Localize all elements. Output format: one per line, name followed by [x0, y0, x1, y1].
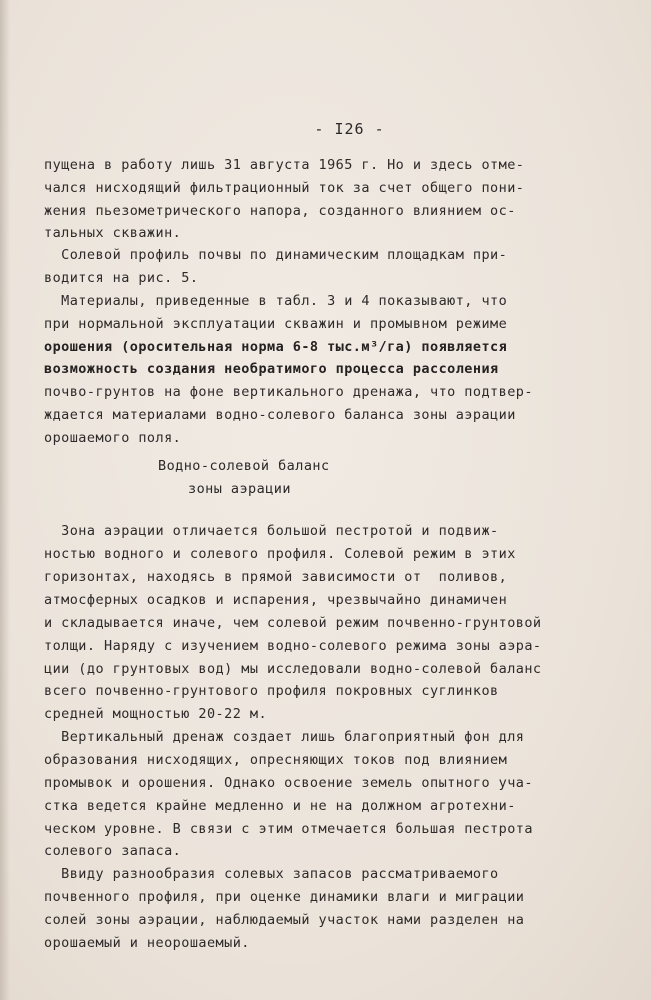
text-line: возможность создания необратимого процесса рассоления — [44, 361, 499, 377]
text-line: атмосферных осадков и испарения, чрезвычайно динамичен — [44, 592, 508, 608]
text-line: и складывается иначе, чем солевой режим почвенно-грунтовой — [44, 615, 542, 631]
section-heading: зоны аэрации — [188, 481, 291, 497]
text-line: Материалы, приведенные в табл. 3 и 4 показывают, что — [44, 293, 508, 309]
text-line: чался нисходящий фильтрационный ток за счет общего пони- — [44, 180, 525, 196]
text-line: водится на рис. 5. — [44, 270, 199, 286]
text-line: средней мощностью 20-22 м. — [44, 706, 268, 722]
text-line: толщи. Наряду с изучением водно-солевого режима зоны аэра- — [44, 638, 542, 654]
text-line: всего почвенно-грунтового профиля покровных суглинков — [44, 683, 499, 699]
text-line: ждается материалами водно-солевого баланса зоны аэрации — [44, 407, 516, 423]
text-line: жения пьезометрического напора, созданного влиянием ос- — [44, 203, 516, 219]
text-line: орошаемый и неорошаемый. — [44, 935, 250, 951]
text-line: промывок и орошения. Однако освоение земель опытного уча- — [44, 775, 533, 791]
text-line: ческом уровне. В связи с этим отмечается большая пестрота — [44, 821, 533, 837]
text-line: солевого запаса. — [44, 843, 182, 859]
page-number: - I26 - — [314, 120, 385, 138]
section-heading: Водно-солевой баланс — [158, 458, 330, 474]
text-line: Зона аэрации отличается большой пестротой и подвиж- — [44, 523, 499, 539]
text-line: тальных скважин. — [44, 225, 182, 241]
text-line: почво-грунтов на фоне вертикального дренажа, что подтвер- — [44, 384, 533, 400]
page-edge-shadow — [0, 0, 10, 1000]
text-line: ностью водного и солевого профиля. Солевой режим в этих — [44, 546, 516, 562]
text-line: пущена в работу лишь 31 августа 1965 г. Но и здесь отме- — [44, 157, 525, 173]
text-line: Солевой профиль почвы по динамическим площадкам при- — [44, 247, 508, 263]
text-line: орошения (оросительная норма 6-8 тыс.м³/га) появляется — [44, 339, 508, 355]
text-line: Ввиду разнообразия солевых запасов рассматриваемого — [44, 866, 499, 882]
text-line: стка ведется крайне медленно и не на должном агротехни- — [44, 798, 516, 814]
text-line: образования нисходящих, опресняющих токов под влиянием — [44, 752, 508, 768]
text-line: горизонтах, находясь в прямой зависимости от поливов, — [44, 569, 508, 585]
text-line: солей зоны аэрации, наблюдаемый участок нами разделен на — [44, 912, 525, 928]
text-line: ции (до грунтовых вод) мы исследовали водно-солевой баланс — [44, 661, 542, 677]
text-line: орошаемого поля. — [44, 430, 182, 446]
text-line: при нормальной эксплуатации скважин и промывном режиме — [44, 316, 508, 332]
text-line: Вертикальный дренаж создает лишь благоприятный фон для — [44, 729, 525, 745]
text-line: почвенного профиля, при оценке динамики влаги и миграции — [44, 889, 525, 905]
